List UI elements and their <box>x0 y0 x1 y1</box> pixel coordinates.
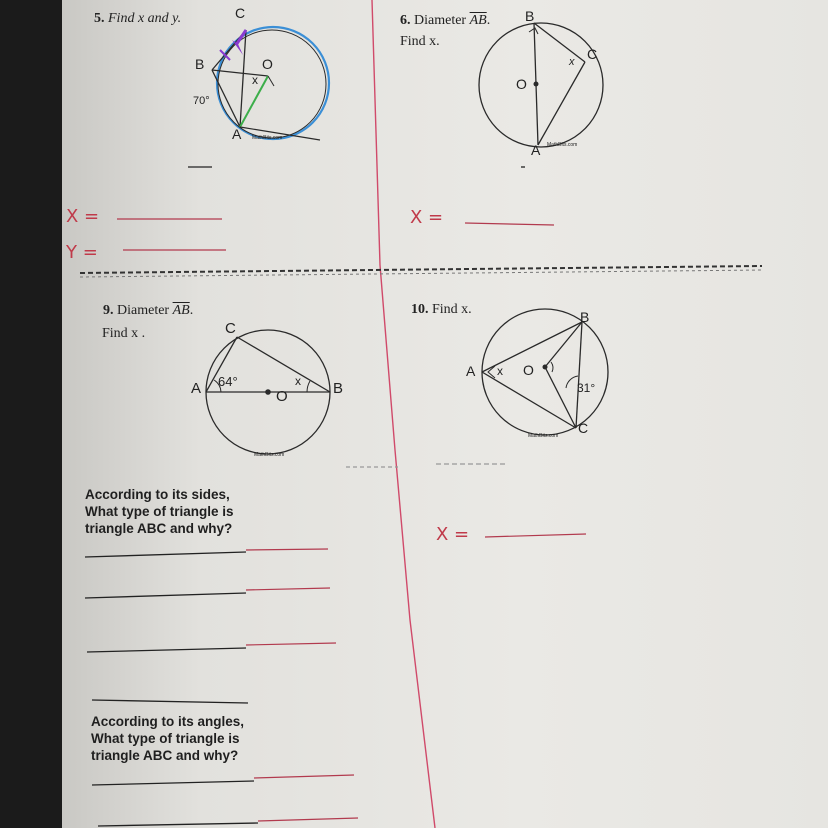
p9-label-o: O <box>276 388 288 405</box>
p5-label-c: C <box>235 5 246 21</box>
hand-x-answer-6: X = <box>410 207 444 228</box>
p9-label-angle: 64° <box>218 374 238 389</box>
sides-question <box>85 486 234 537</box>
angles-question-line-3: triangle ABC and why? <box>91 748 239 763</box>
problem-9-dot: . <box>189 303 194 318</box>
p9-label-b: B <box>333 380 344 397</box>
p10-label-angle: 31° <box>577 381 596 395</box>
problem-9-figure <box>206 330 330 454</box>
p6-credit: MathBits.com <box>547 142 578 148</box>
p5-credit: MathBits.com <box>252 135 283 141</box>
problem-9-segment: $\overline{AB}$ <box>172 303 190 318</box>
red-divider-line <box>372 0 435 828</box>
problem-6-subtext: Find x. <box>400 34 440 49</box>
p10-label-x: x <box>497 364 503 378</box>
problem-6-number: 6. <box>400 13 411 28</box>
sides-question-line-3: triangle ABC and why? <box>85 521 233 536</box>
problem-9-prompt <box>103 303 193 319</box>
p5-label-angle: 70° <box>193 95 210 107</box>
angles-question <box>91 713 244 764</box>
p9-credit: MathBits.com <box>254 452 285 458</box>
angles-question-line-2: What type of triangle is <box>91 731 240 746</box>
problem-6-segment: $\overline{AB}$ <box>469 13 487 28</box>
p9-label-a: A <box>191 380 202 397</box>
p9-label-x: x <box>295 374 301 388</box>
p5-label-b: B <box>195 56 205 72</box>
p5-label-x: x <box>252 73 258 87</box>
p6-label-c: C <box>587 46 598 62</box>
p10-label-a: A <box>466 363 476 379</box>
problem-5-prompt <box>94 11 181 27</box>
problem-5-text: Find x and y. <box>108 11 182 26</box>
p6-label-a: A <box>531 142 541 158</box>
p6-label-x: x <box>569 56 575 68</box>
hand-y-answer: Y = <box>66 242 98 263</box>
problem-10-text: Find x. <box>432 302 472 317</box>
p10-label-c: C <box>578 420 589 436</box>
p10-label-o: O <box>523 362 534 378</box>
problem-6-prompt <box>400 13 490 29</box>
p9-label-c: C <box>225 320 236 337</box>
problem-5-number: 5. <box>94 11 105 26</box>
problem-6-figure <box>479 23 603 147</box>
problem-6-dot: . <box>486 13 491 28</box>
p6-label-o: O <box>516 76 527 92</box>
p10-credit: MathBits.com <box>528 433 559 439</box>
problem-10-number: 10. <box>411 302 429 317</box>
p5-label-a: A <box>232 126 242 142</box>
sides-question-line-1: According to its sides, <box>85 487 230 502</box>
hand-x-answer: X = <box>66 206 100 227</box>
problem-9-subtext: Find x . <box>102 326 146 341</box>
problem-5-figure <box>212 27 329 140</box>
p6-label-b: B <box>525 8 535 24</box>
hand-x-answer-10: X = <box>436 524 470 545</box>
problem-9-number: 9. <box>103 303 114 318</box>
p5-label-o: O <box>262 56 273 72</box>
sides-question-line-2: What type of triangle is <box>85 504 234 519</box>
angles-question-line-1: According to its angles, <box>91 714 245 729</box>
problem-10-prompt <box>411 302 472 318</box>
p10-label-b: B <box>580 309 590 325</box>
problem-9-text: Diameter <box>117 303 170 318</box>
dashed-separator <box>80 266 762 273</box>
problem-6-text: Diameter <box>414 13 467 28</box>
